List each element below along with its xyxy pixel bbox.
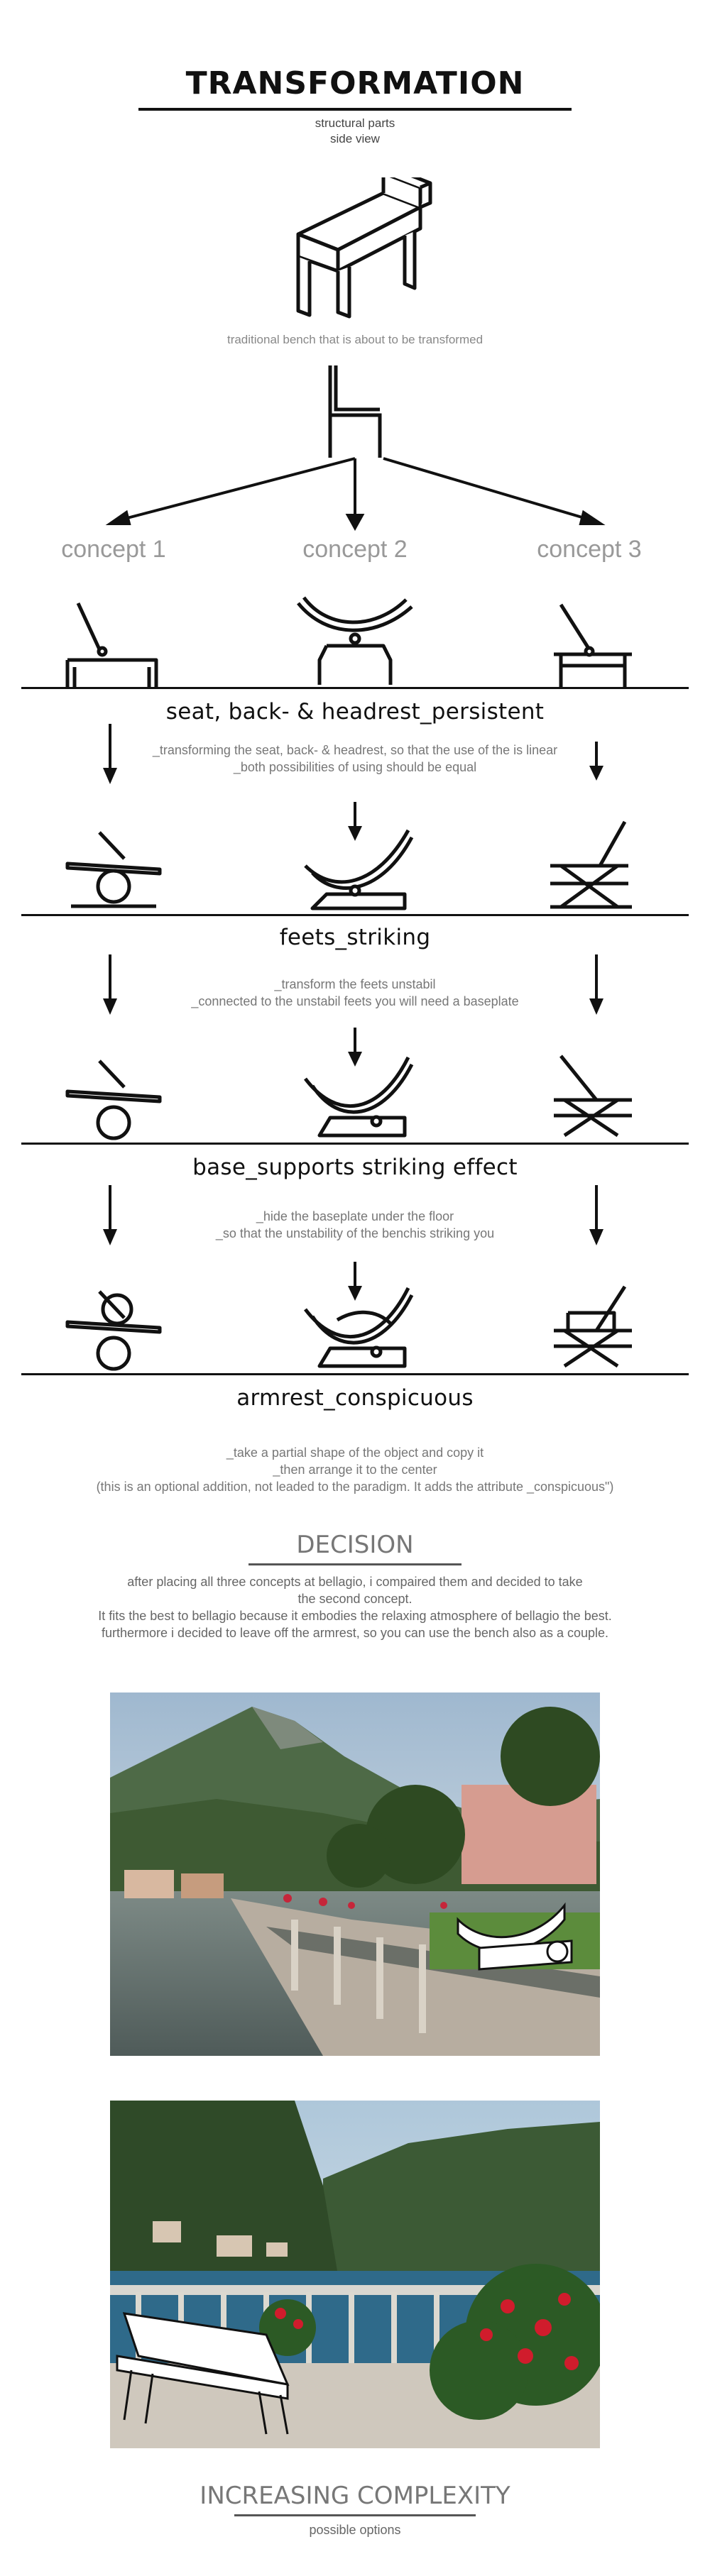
concept-3-stage-2-sketch bbox=[540, 816, 646, 915]
increasing-complexity-title: INCREASING COMPLEXITY bbox=[200, 2482, 510, 2510]
concept-1-stage-2-sketch bbox=[60, 827, 167, 912]
stage-2-desc-1: _transform the feets unstabil bbox=[274, 977, 436, 991]
subtitle-structural-parts: structural parts bbox=[315, 116, 395, 130]
floor-line-stage-4 bbox=[21, 1373, 689, 1375]
title-underline bbox=[138, 108, 572, 111]
stage-1-desc-1: _transforming the seat, back- & headrest, so that the use of the is linear bbox=[152, 743, 558, 757]
concept-3-stage-1-sketch bbox=[547, 596, 646, 688]
concept-2-stage-4-sketch bbox=[298, 1281, 419, 1380]
bellagio-lake-view-photo bbox=[110, 2101, 600, 2448]
stage-1-desc-2: _both possibilities of using should be equal bbox=[233, 760, 477, 774]
traditional-bench-illustration bbox=[270, 177, 440, 326]
stage-1-label: seat, back- & headrest_persistent bbox=[165, 699, 545, 725]
concept-1-stage-3-sketch bbox=[60, 1057, 167, 1146]
bellagio-promenade-photo bbox=[110, 1692, 600, 2056]
concept-1-stage-1-sketch bbox=[57, 596, 170, 688]
floor-line-stage-1 bbox=[21, 687, 689, 689]
stage-4-desc-2: _then arrange it to the center bbox=[273, 1463, 437, 1477]
stage-3-desc-1: _hide the baseplate under the floor bbox=[256, 1209, 454, 1223]
concept-3-stage-4-sketch bbox=[540, 1281, 646, 1380]
concept-2-stage-1-sketch bbox=[284, 589, 426, 688]
stage-4-desc-3: (this is an optional addition, not leaded to the paradigm. It adds the attribute _conspicuous") bbox=[96, 1480, 614, 1494]
concept-2-stage-3-sketch bbox=[298, 1050, 419, 1150]
bench-caption: traditional bench that is about to be transformed bbox=[226, 333, 484, 346]
branch-arrows bbox=[0, 454, 710, 532]
decision-line-3: It fits the best to bellagio because it embodies the relaxing atmosphere of bellagio the best. bbox=[98, 1609, 612, 1623]
footer-underline bbox=[234, 2514, 476, 2516]
stage-4-desc-1: _take a partial shape of the object and copy it bbox=[226, 1446, 484, 1460]
concept-1-stage-4-sketch bbox=[60, 1288, 167, 1377]
concept-2-label: concept 2 bbox=[302, 536, 408, 563]
concept-1-label: concept 1 bbox=[61, 536, 166, 563]
concept-2-stage-2-sketch bbox=[298, 816, 419, 915]
decision-line-1: after placing all three concepts at bellagio, i compaired them and decided to take bbox=[127, 1575, 583, 1589]
stage-3-desc-2: _so that the unstability of the benchis striking you bbox=[215, 1226, 495, 1240]
concept-3-stage-3-sketch bbox=[540, 1050, 646, 1150]
stage-3-label: base_supports striking effect bbox=[192, 1155, 518, 1180]
stage-2-label: feets_striking bbox=[279, 925, 431, 950]
stage-4-label: armrest_conspicuous bbox=[236, 1385, 474, 1411]
bench-side-view-icon bbox=[312, 358, 398, 465]
concept-3-label: concept 3 bbox=[537, 536, 642, 563]
decision-line-2: the second concept. bbox=[297, 1592, 413, 1606]
decision-line-4: furthermore i decided to leave off the armrest, so you can use the bench also as a couple. bbox=[101, 1626, 609, 1640]
decision-title: DECISION bbox=[296, 1531, 414, 1559]
page-title: TRANSFORMATION bbox=[185, 65, 525, 101]
subtitle-side-view: side view bbox=[330, 132, 380, 145]
footer-subtitle: possible options bbox=[309, 2523, 401, 2537]
floor-line-stage-3 bbox=[21, 1143, 689, 1145]
floor-line-stage-2 bbox=[21, 914, 689, 916]
decision-underline bbox=[248, 1563, 462, 1565]
stage-2-desc-2: _connected to the unstabil feets you will need a baseplate bbox=[191, 994, 519, 1008]
